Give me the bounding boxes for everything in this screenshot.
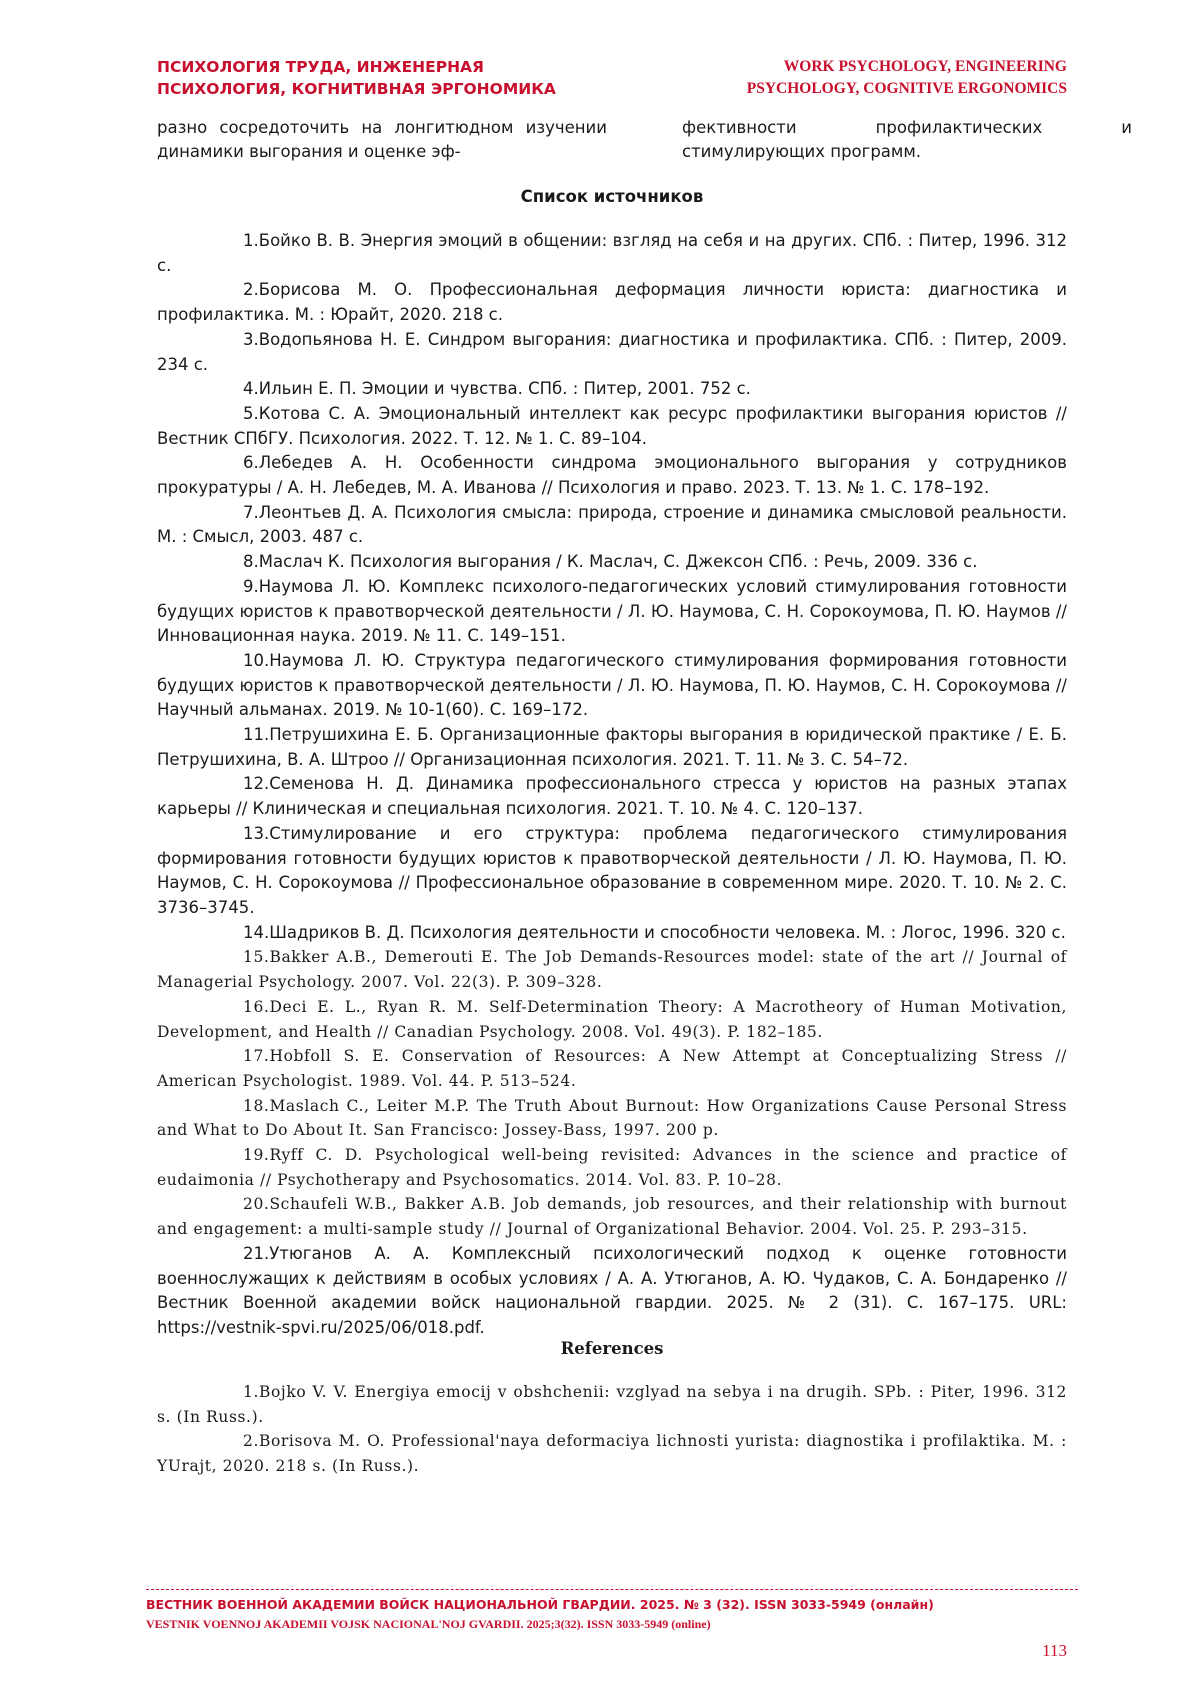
- footer-divider: [146, 1589, 1078, 1590]
- entry-number: 2.: [243, 280, 259, 300]
- entry-text: Ryff C. D. Psychological well-being revisited: Advances in the science and practice of eudaimonia // Psychotherapy and Psychosomatics. 2014. Vol. 83. P. 10–28.: [157, 1146, 1067, 1189]
- entry-text: Леонтьев Д. А. Психология смысла: природа, строение и динамика смысловой реальности. М. : Смысл, 2003. 487 с.: [157, 502, 1067, 547]
- entry-number: 10.: [243, 650, 270, 670]
- entry-text: Петрушихина Е. Б. Организационные факторы выгорания в юридической практике / Е. Б. Петрушихина, В. А. Штроо // Организационная психология. 2021. Т. 11. № 3. С. 54–72.: [157, 725, 1067, 769]
- source-entry: [157, 550, 1067, 575]
- source-entry: [157, 822, 1067, 921]
- entry-text: Ильин Е. П. Эмоции и чувства. СПб. : Питер, 2001. 752 с.: [258, 379, 751, 399]
- source-entry: [157, 995, 1067, 1044]
- source-entry: [157, 1242, 1067, 1341]
- entry-text: Лебедев А. Н. Особенности синдрома эмоционального выгорания у сотрудников прокуратуры / А. Н. Лебедев, М. А. Иванова // Психология и право. 2023. Т. 13. № 1. С. 178–192.: [157, 453, 1067, 498]
- intro-left-column: разно сосредоточить на лонгитюдном изучении динамики выгорания и оценке эф-: [157, 118, 607, 161]
- entry-number: 19.: [243, 1146, 270, 1165]
- entry-text: Hobfoll S. E. Conservation of Resources: A New Attempt at Conceptualizing Stress // American Psychologist. 1989. Vol. 44. P. 513–524.: [157, 1047, 1067, 1090]
- header-right-line1: WORK PSYCHOLOGY, ENGINEERING: [783, 58, 1067, 75]
- entry-number: 6.: [243, 453, 259, 473]
- header-left-line2: ПСИХОЛОГИЯ, КОГНИТИВНАЯ ЭРГОНОМИКА: [157, 80, 556, 98]
- source-entry: [157, 649, 1067, 723]
- references-list: [157, 1380, 1067, 1479]
- references-title: References: [560, 1339, 664, 1358]
- entry-text: Deci E. L., Ryan R. M. Self-Determination Theory: A Macrotheory of Human Motivation, Development, and Health // Canadian Psychology. 2008. Vol. 49(3). P. 182–185.: [157, 997, 1067, 1041]
- entry-text: Bojko V. V. Energiya emocij v obshchenii: vzglyad na sebya i na drugih. SPb. : Piter, 1996. 312 s. (In Russ.).: [157, 1383, 1067, 1426]
- entry-number: 13.: [243, 823, 270, 843]
- source-entry: [157, 921, 1067, 946]
- entry-text: Маслач К. Психология выгорания / К. Маслач, С. Джексон СПб. : Речь, 2009. 336 с.: [258, 552, 978, 572]
- entry-number: 16.: [243, 997, 270, 1016]
- entry-number: 4.: [243, 379, 259, 399]
- source-entry: [157, 1094, 1067, 1143]
- running-header-en: [587, 56, 1067, 100]
- entry-text: Водопьянова Н. Е. Синдром выгорания: диагностика и профилактика. СПб. : Питер, 2009. 234 с.: [157, 329, 1067, 374]
- source-entry: [157, 1143, 1067, 1192]
- entry-text: Maslach C., Leiter M.P. The Truth About Burnout: How Organizations Cause Personal Stress and What to Do About It. San Francisco: Jossey-Bass, 1997. 200 p.: [157, 1096, 1067, 1140]
- source-entry: [157, 451, 1067, 500]
- entry-text: Утюганов А. А. Комплексный психологический подход к оценке готовности военнослужащих к действиям в особых условиях / А. А. Утюганов, А. Ю. Чудаков, С. А. Бондаренко // Вестник Военной академии войск национальной гвардии. 2025. № 2 (31). С. 167–175. URL: https://vestnik-spvi.ru/2025/06/018.pdf.: [157, 1243, 1067, 1337]
- source-entry: [157, 575, 1067, 649]
- entry-text: Борисова М. О. Профессиональная деформация личности юриста: диагностика и профилактика. М. : Юрайт, 2020. 218 с.: [157, 280, 1067, 325]
- footer-journal-ru: ВЕСТНИК ВОЕННОЙ АКАДЕМИИ ВОЙСК НАЦИОНАЛЬНОЙ ГВАРДИИ. 2025. № 3 (32). ISSN 3033-5949 (онлайн): [146, 1597, 934, 1612]
- entry-number: 1.: [243, 1383, 259, 1401]
- entry-number: 17.: [243, 1047, 270, 1066]
- source-entry: [157, 945, 1067, 994]
- entry-number: 8.: [243, 552, 259, 572]
- footer-journal-en: VESTNIK VOENNOJ AKADEMII VOJSK NACIONAL'NOJ GVARDII. 2025;3(32). ISSN 3033-5949 (online): [146, 1617, 711, 1631]
- entry-number: 7.: [243, 502, 259, 522]
- entry-number: 5.: [243, 403, 259, 423]
- source-entry: [157, 402, 1067, 451]
- entry-text: Schaufeli W.B., Bakker A.B. Job demands, job resources, and their relationship with burnout and engagement: a multi-sample study // Journal of Organizational Behavior. 2004. Vol. 25. P. 293–315.: [157, 1195, 1067, 1239]
- entry-number: 11.: [243, 725, 270, 745]
- entry-text: Borisova M. O. Professional'naya deformaciya lichnosti yurista: diagnostika i profilaktika. M. : YUrajt, 2020. 218 s. (In Russ.).: [157, 1432, 1067, 1476]
- entry-text: Наумова Л. Ю. Комплекс психолого-педагогических условий стимулирования готовности будущих юристов к правотворческой деятельности / Л. Ю. Наумова, С. Н. Сорокоумова, П. Ю. Наумов // Инновационная наука. 2019. № 11. С. 149–151.: [157, 576, 1067, 646]
- entry-number: 1.: [243, 231, 259, 250]
- reference-entry: [157, 1380, 1067, 1429]
- source-entry: [157, 229, 1067, 278]
- reference-entry: [157, 1429, 1067, 1478]
- entry-text: Котова С. А. Эмоциональный интеллект как ресурс профилактики выгорания юристов // Вестник СПбГУ. Психология. 2022. Т. 12. № 1. С. 89–104.: [157, 403, 1067, 448]
- entry-number: 9.: [243, 576, 259, 596]
- sources-title: Список источников: [520, 187, 704, 206]
- running-header-ru: [157, 56, 637, 100]
- entry-number: 3.: [243, 329, 259, 349]
- entry-text: Семенова Н. Д. Динамика профессионального стресса у юристов на разных этапах карьеры // Клиническая и специальная психология. 2021. Т. 10. № 4. С. 120–137.: [157, 774, 1067, 819]
- entry-text: Bakker A.B., Demerouti E. The Job Demands-Resources model: state of the art // Journal of Managerial Psychology. 2007. Vol. 22(3). P. 309–328.: [157, 948, 1067, 992]
- source-entry: [157, 377, 1067, 402]
- entry-number: 2.: [243, 1432, 259, 1451]
- entry-text: Бойко В. В. Энергия эмоций в общении: взгляд на себя и на других. СПб. : Питер, 1996. 312 с.: [157, 231, 1067, 275]
- entry-number: 20.: [243, 1195, 270, 1214]
- sources-list: [157, 229, 1067, 1341]
- entry-number: 21.: [243, 1243, 270, 1263]
- entry-number: 12.: [243, 774, 270, 794]
- source-entry: [157, 723, 1067, 772]
- source-entry: [157, 278, 1067, 327]
- entry-text: Шадриков В. Д. Психология деятельности и способности человека. М. : Логос, 1996. 320 с.: [269, 922, 1066, 942]
- header-left-line1: ПСИХОЛОГИЯ ТРУДА, ИНЖЕНЕРНАЯ: [157, 58, 484, 76]
- entry-number: 18.: [243, 1096, 270, 1115]
- entry-text: Стимулирование и его структура: проблема педагогического стимулирования формирования готовности будущих юристов к правотворческой деятельности / Л. Ю. Наумова, П. Ю. Наумов, С. Н. Сорокоумова // Профессиональное образование в современном мире. 2020. Т. 10. № 2. С. 3736–3745.: [157, 823, 1067, 917]
- entry-number: 15.: [243, 948, 270, 967]
- intro-right-column: фективности профилактических и стимулирующих программ.: [682, 118, 1132, 161]
- source-entry: [157, 328, 1067, 377]
- entry-number: 14.: [243, 922, 270, 942]
- source-entry: [157, 1192, 1067, 1241]
- source-entry: [157, 501, 1067, 550]
- header-right-line2: PSYCHOLOGY, COGNITIVE ERGONOMICS: [746, 80, 1067, 97]
- source-entry: [157, 772, 1067, 821]
- page-number: 113: [1042, 1641, 1067, 1660]
- entry-text: Наумова Л. Ю. Структура педагогического стимулирования формирования готовности будущих юристов к правотворческой деятельности / Л. Ю. Наумова, П. Ю. Наумов, С. Н. Сорокоумова // Научный альманах. 2019. № 10-1(60). С. 169–172.: [157, 650, 1067, 720]
- source-entry: [157, 1044, 1067, 1093]
